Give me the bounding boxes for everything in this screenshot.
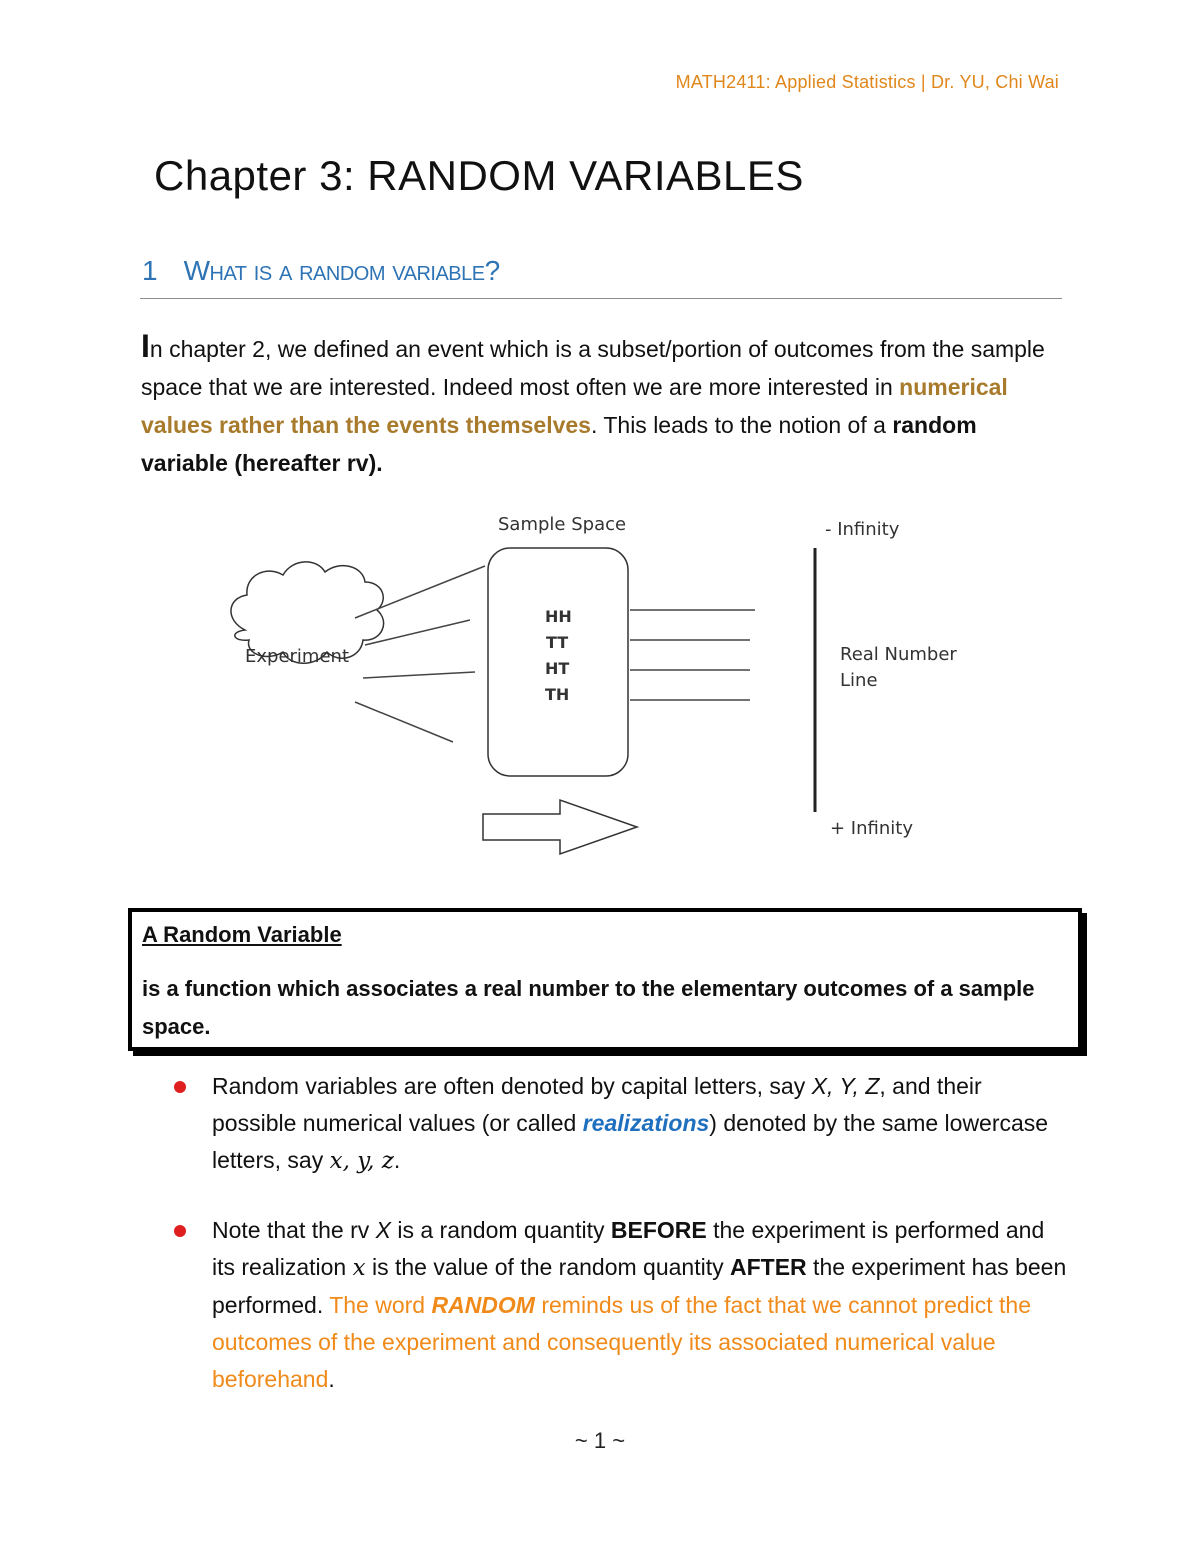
outcome-th: TH [545,685,570,704]
bullet2-text-d: is the value of the random quantity [365,1254,730,1280]
minus-infinity-label: - Infinity [825,519,900,540]
bullet-list [170,1068,1070,1430]
real-number-label-1: Real Number [840,644,957,665]
bullet2-text-c: the experiment is performed and its realization [212,1217,1045,1280]
section-divider [140,298,1062,299]
page-number: ~ 1 ~ [574,1428,626,1453]
section-heading [142,255,500,287]
bullet2-before: BEFORE [610,1217,707,1243]
bullet2-end: . [328,1366,335,1392]
section-number: 1 [142,255,158,286]
outcome-tt: TT [546,633,569,652]
definition-title: A Random Variable [142,922,342,947]
definition-box [128,908,1082,1051]
section-title: What is a random variable? [183,255,500,286]
plus-infinity-label: + Infinity [830,818,913,839]
experiment-label: Experiment [245,646,350,667]
outcome-hh: HH [545,607,572,626]
bullet-dot-icon [174,1081,186,1093]
bullet2-var-x: x [352,1255,366,1281]
bullet2-text-a: Note that the rv [212,1217,376,1243]
bullet1-lower-vars: x, y, z [329,1148,394,1174]
bullet2-text-e: the experiment has been performed. [212,1254,1067,1318]
chapter-title: Chapter 3: RANDOM VARIABLES [154,152,804,199]
bullet1-capital-vars: X, Y, Z [811,1073,880,1099]
bullet2-random: RANDOM [431,1292,535,1318]
bullet1-text-b: , and their possible numerical values (or called [212,1073,982,1136]
bullet2-orange-2: reminds us of the fact that we cannot predict the outcomes of the experiment and consequently its associated numerical value beforehand [212,1292,1032,1392]
mapping-arrow-icon [483,800,637,854]
sample-space-label: Sample Space [498,514,627,535]
bullet2-orange-1: The word [329,1292,432,1318]
bullet1-text-c: ) denoted by the same lowercase letters, say [212,1110,1049,1173]
drop-cap: I [141,328,150,364]
intro-highlight: numerical values rather than the events themselves [141,374,1008,438]
bullet1-text-d: . [393,1147,401,1173]
intro-text-1: n chapter 2, we defined an event which is a subset/portion of outcomes from the sample space that we are interested. Indeed most often we are more interested in [141,336,1045,400]
bullet-item [170,1068,1070,1180]
bullet2-var-X: X [375,1217,391,1243]
page-header: MATH2411: Applied Statistics | Dr. YU, Chi Wai [675,72,1059,92]
real-number-label-2: Line [840,670,878,691]
outcome-connectors [630,610,755,700]
intro-bold: random variable (hereafter rv). [141,412,977,476]
outcome-ht: HT [545,659,570,678]
bullet-item [170,1212,1070,1398]
intro-text-2: . This leads to the notion of a [590,412,893,438]
bullet2-text-b: is a random quantity [390,1217,611,1243]
bullet-dot-icon [174,1225,186,1237]
bullet1-realizations: realizations [582,1110,710,1136]
bullet1-text-a: Random variables are often denoted by capital letters, say [212,1073,812,1099]
intro-paragraph [141,327,1066,482]
random-variable-diagram [205,500,985,860]
bullet2-after: AFTER [730,1254,807,1280]
definition-body: is a function which associates a real number to the elementary outcomes of a sample space. [142,976,1035,1039]
